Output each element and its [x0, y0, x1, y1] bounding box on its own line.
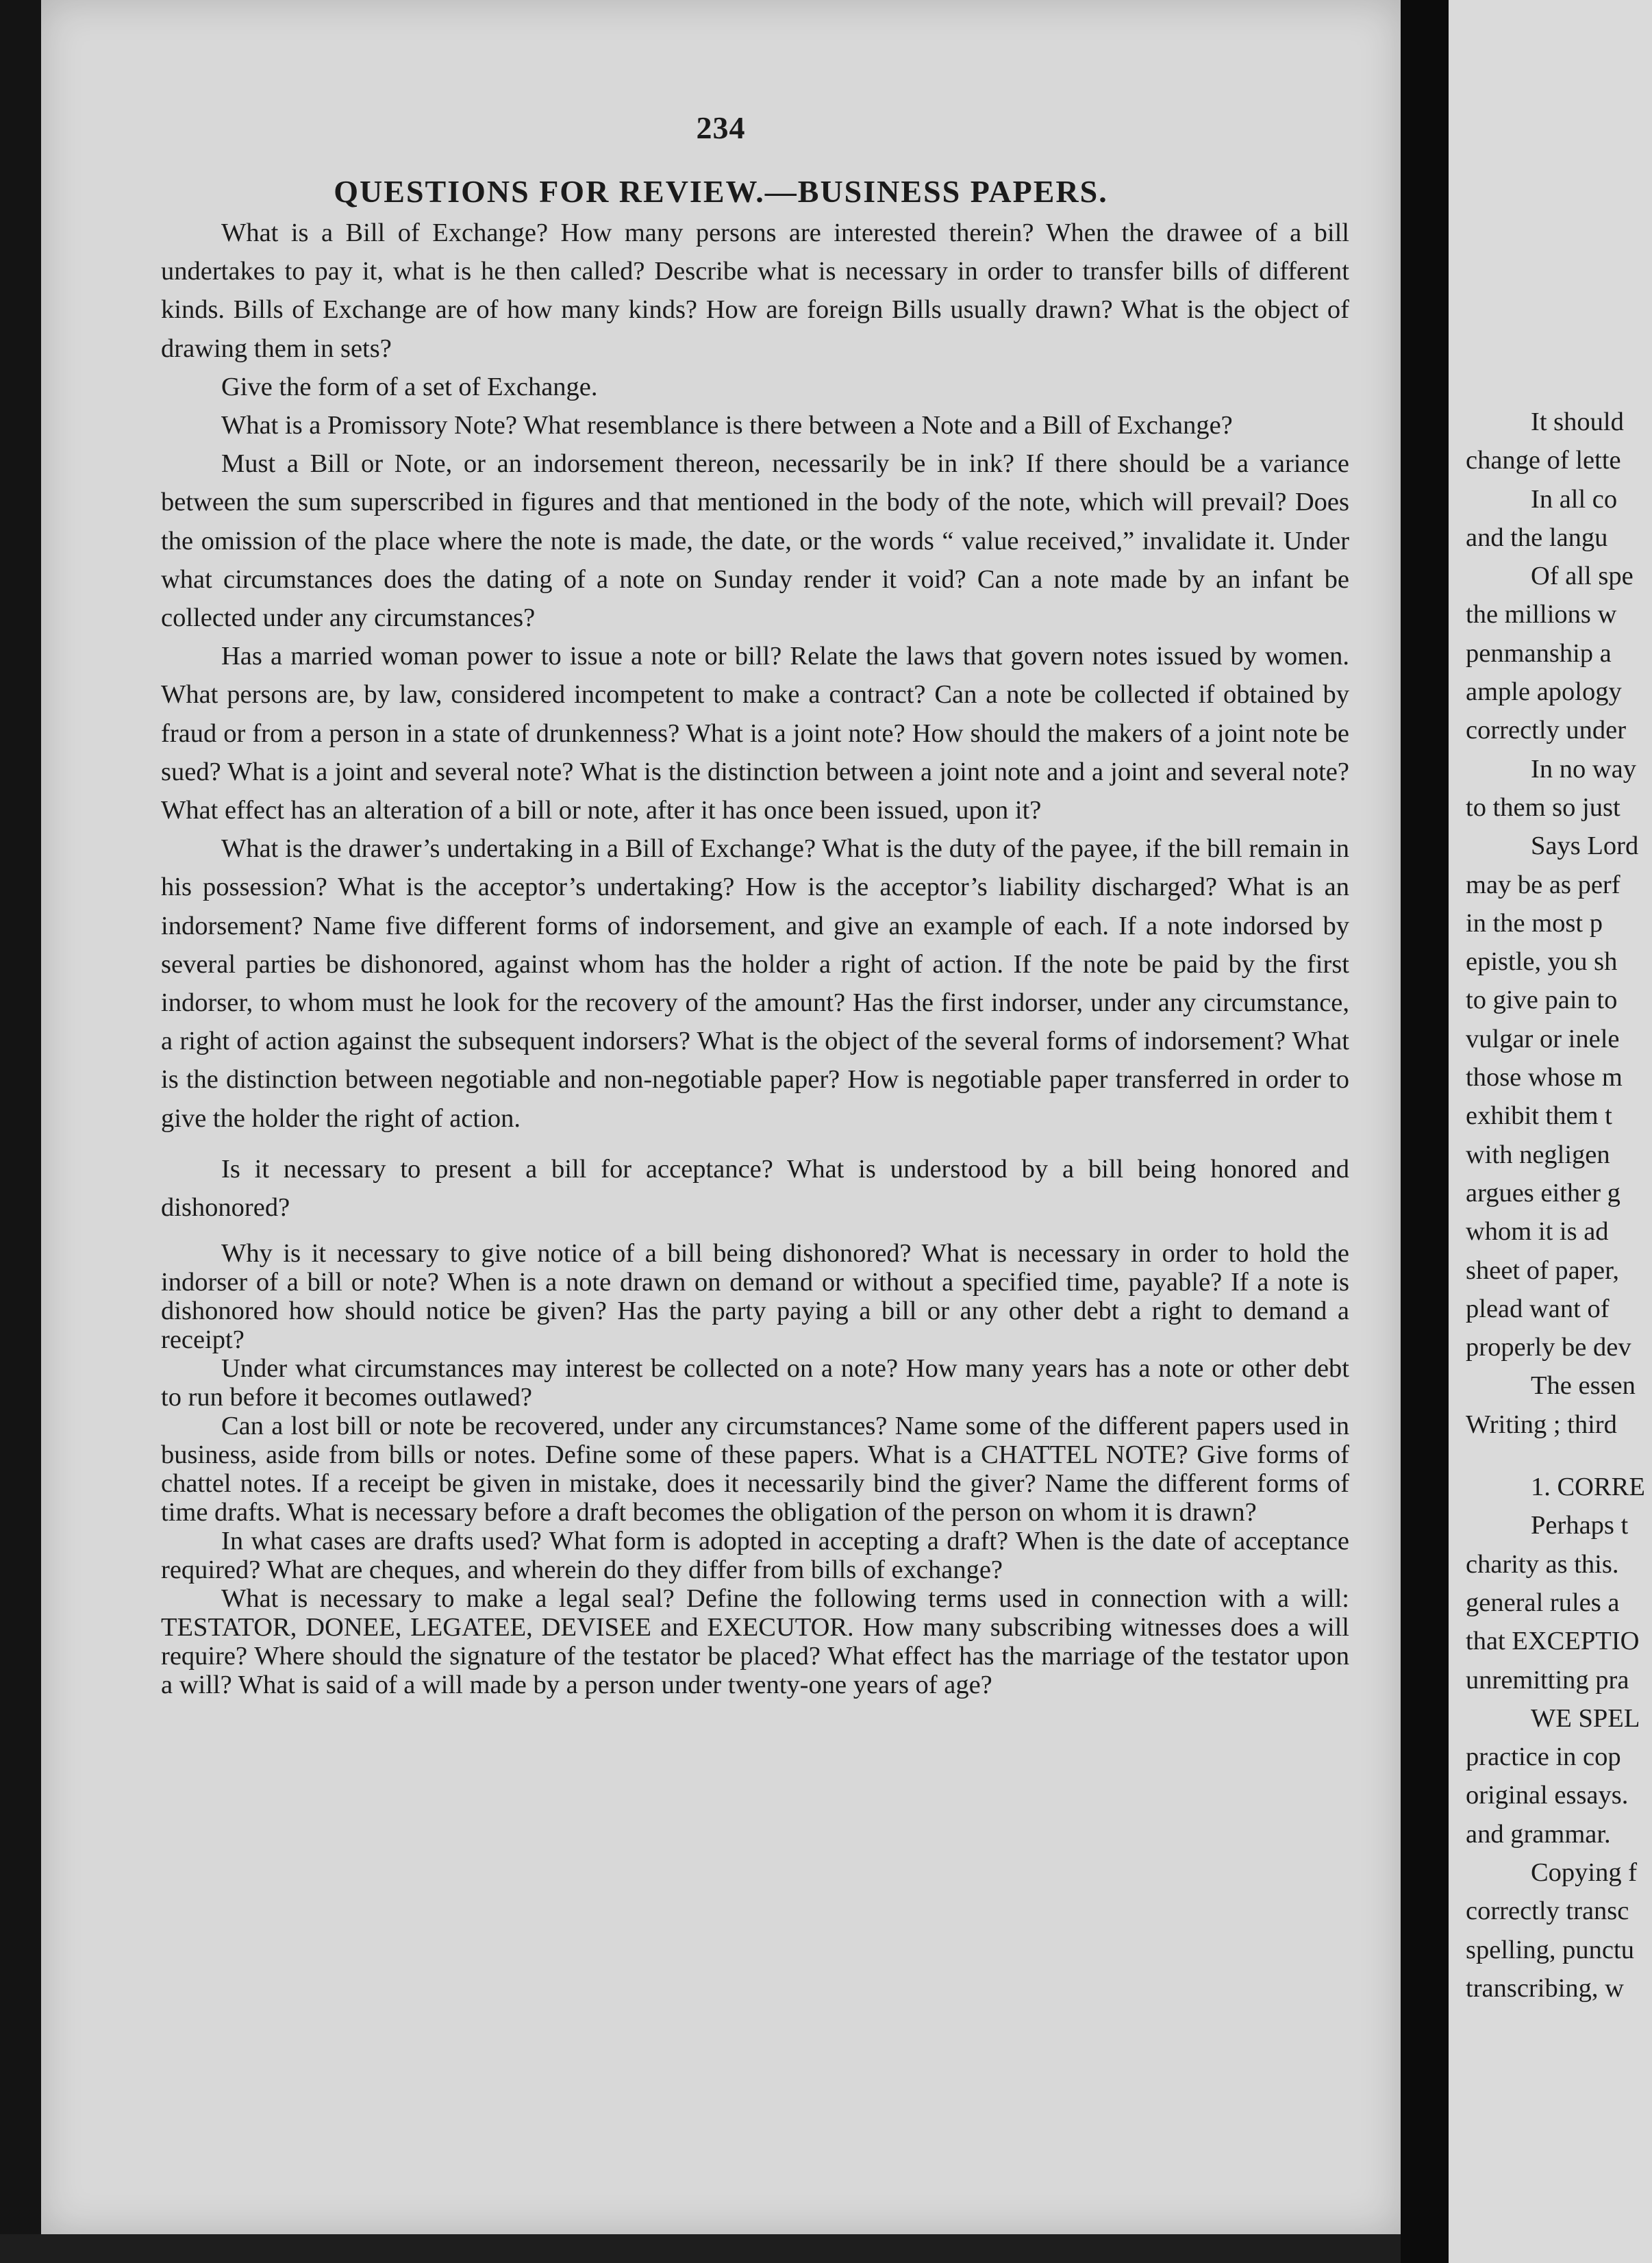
page-bottom-edge — [0, 2234, 1401, 2263]
facing-line: Writing ; third — [1466, 1410, 1617, 1439]
facing-page-text — [1466, 403, 1652, 2008]
facing-line: transcribing, w — [1466, 1973, 1624, 2003]
facing-line: exhibit them t — [1466, 1101, 1612, 1131]
facing-line: to give pain to — [1466, 986, 1618, 1015]
paragraph-legal-seal: What is necessary to make a legal seal? Define the following terms used in connection with a will: TESTATOR, DONEE, LEGATEE, DEVISEE and EXECUTOR. How many subscribing witnesses does a will require? Where should the signature of the testator be placed? What effect has the marriage of the testator upon a will? What is said of a will made by a person under twenty-one years of age? — [161, 1584, 1349, 1700]
facing-line: WE SPEL — [1531, 1703, 1640, 1733]
facing-line: vulgar or inele — [1466, 1024, 1620, 1053]
paragraph-lost-bill: Can a lost bill or note be recovered, under any circumstances? Name some of the different papers used in business, aside from bills or notes. Define some of these papers. What is a CHATTEL NOTE? Give forms of chattel notes. If a receipt be given in mistake, does it necessarily bind the giver? Name the different forms of time drafts. What is necessary before a draft becomes the obligation of the person on whom it is drawn? — [161, 1412, 1349, 1527]
paragraph-acceptance: Is it necessary to present a bill for acceptance? What is understood by a bill being honored and dishonored? — [161, 1154, 1349, 1223]
paragraph-drafts: In what cases are drafts used? What form is adopted in accepting a draft? When is the date of acceptance required? What are cheques, and wherein do they differ from bills of exchange? — [161, 1527, 1349, 1585]
paragraph-married-woman: Has a married woman power to issue a note or bill? Relate the laws that govern notes issued by women. What persons are, by law, considered incompetent to make a contract? Can a note be collected if obtained by fraud or from a person in a state of drunkenness? What is a joint note? How should the makers of a joint note be sued? What is a joint and several note? What is the distinction between a joint note and a joint and several note? What effect has an alteration of a bill or note, after it has once been issued, upon it? — [161, 642, 1349, 825]
facing-line: sheet of paper, — [1466, 1255, 1620, 1285]
facing-line: correctly transc — [1466, 1897, 1629, 1926]
facing-line: Says Lord — [1531, 832, 1639, 861]
page-heading: QUESTIONS FOR REVIEW.—BUSINESS PAPERS. — [334, 174, 1108, 209]
facing-line: epistle, you sh — [1466, 947, 1618, 977]
facing-line: spelling, punctu — [1466, 1935, 1634, 1964]
facing-line: the millions w — [1466, 600, 1617, 629]
facing-line: The essen — [1531, 1371, 1636, 1401]
facing-line: those whose m — [1466, 1063, 1623, 1092]
paragraph-set-of-exchange: Give the form of a set of Exchange. — [221, 372, 598, 401]
facing-line: practice in cop — [1466, 1742, 1621, 1772]
facing-line: correctly under — [1466, 716, 1627, 745]
facing-line: 1. CORRE — [1531, 1473, 1645, 1502]
facing-line: and grammar. — [1466, 1819, 1611, 1849]
facing-line: general rules a — [1466, 1588, 1620, 1617]
paragraph-interest: Under what circumstances may interest be collected on a note? How many years has a note or other debt to run before it becomes outlawed? — [161, 1354, 1349, 1412]
facing-line: Copying f — [1531, 1858, 1638, 1887]
facing-line: change of lette — [1466, 446, 1621, 475]
facing-line: with negligen — [1466, 1140, 1610, 1169]
facing-line: charity as this. — [1466, 1549, 1619, 1579]
book-gutter — [1401, 0, 1449, 2263]
facing-line: ample apology — [1466, 677, 1622, 707]
facing-line: whom it is ad — [1466, 1217, 1609, 1247]
facing-line: It should — [1531, 408, 1624, 436]
facing-line: Perhaps t — [1531, 1511, 1629, 1540]
paragraph-promissory-note: What is a Promissory Note? What resemblance is there between a Note and a Bill of Exchange? — [221, 411, 1233, 440]
facing-line: properly be dev — [1466, 1333, 1631, 1362]
facing-line: that EXCEPTIO — [1466, 1627, 1640, 1656]
facing-line: may be as perf — [1466, 870, 1620, 899]
page-number: 234 — [696, 110, 746, 145]
facing-line: to them so just — [1466, 792, 1620, 822]
facing-line: in the most p — [1466, 908, 1603, 938]
facing-line: penmanship a — [1466, 638, 1612, 668]
facing-line: argues either g — [1466, 1178, 1620, 1208]
paragraph-bill-of-exchange: What is a Bill of Exchange? How many persons are interested therein? When the drawee of a bill undertakes to pay it, what is he then called? Describe what is necessary in order to transfer bills of different kinds. Bills of Exchange are of how many kinds? How are foreign Bills usually drawn? What is the object of drawing them in sets? — [161, 218, 1349, 363]
paragraph-notice-of-dishonor: Why is it necessary to give notice of a bill being dishonored? What is necessary in order to hold the indorser of a bill or note? When is a note drawn on demand or without a specified time, payable? If a note is dishonored how should notice be given? Has the party paying a bill or any other debt a right to demand a receipt? — [161, 1239, 1349, 1355]
facing-line: unremitting pra — [1466, 1665, 1629, 1695]
facing-line: In no way — [1531, 754, 1636, 784]
facing-line: original essays. — [1466, 1781, 1629, 1810]
paragraph-ink-and-variance: Must a Bill or Note, or an indorsement thereon, necessarily be in ink? If there should be a variance between the sum superscribed in figures and that mentioned in the body of the note, which will prevail? Does the omission of the place where the note is made, the date, or the words “ value received,” invalidate it. Under what circumstances does the dating of a note on Sunday render it void? Can a note made by an infant be collected under any circumstances? — [161, 449, 1349, 633]
facing-line: plead want of — [1466, 1294, 1610, 1323]
facing-line: In all co — [1531, 484, 1618, 514]
facing-line: Of all spe — [1531, 562, 1634, 591]
facing-line: and the langu — [1466, 523, 1608, 552]
questions-body — [161, 214, 1349, 1699]
paragraph-drawer-undertaking: What is the drawer’s undertaking in a Bill of Exchange? What is the duty of the payee, if the bill remain in his possession? What is the acceptor’s undertaking? How is the acceptor’s liability discharged? What is an indorsement? Name five different forms of indorsement, and give an example of each. If a note indorsed by several parties be dishonored, against whom has the holder a right of action. If the note be paid by the first indorser, to whom must he look for the recovery of the amount? Has the first indorser, under any circumstance, a right of action against the subsequent indorsers? What is the object of the several forms of indorsement? What is the distinction between negotiable and non-negotiable paper? How is negotiable paper transferred in order to give the holder the right of action. — [161, 834, 1349, 1133]
